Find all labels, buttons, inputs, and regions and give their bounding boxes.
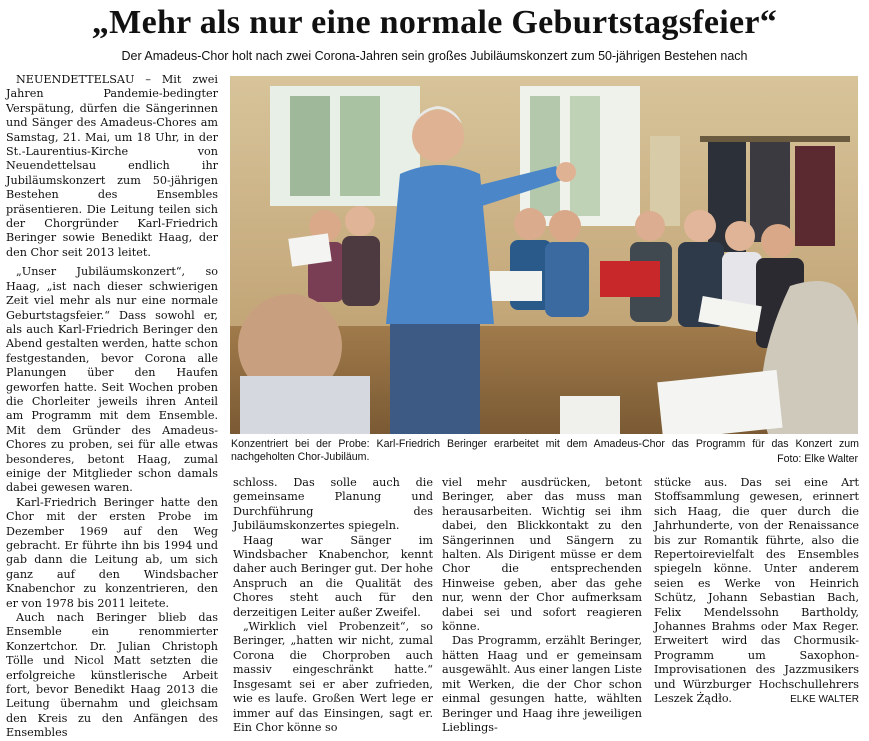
body-paragraph: Auch nach Beringer blieb das Ensemble ein renommierter Konzertchor. Dr. Julian Christoph Tölle und Nicol Matt setzten die erfolgreiche künstlerische Arbeit fort, bevor Benedikt Haag 2013 die Leitung übernahm und gleichsam den Kreis zu den Anfängen des Ensembles — [6, 611, 218, 740]
photo-credit: Foto: Elke Walter — [777, 453, 858, 465]
article-photo — [230, 76, 858, 434]
body-paragraph: NEUENDETTELSAU – Mit zwei Jahren Pandemie-bedingter Verspätung, dürfen die Sängerinnen und Sänger des Amadeus-Chores am Samstag, 21. Mai, um 18 Uhr, in der St.-Laurentius-Kirche von Neuendettelsau endlich ihr Jubiläumskonzert zum 50-jährigen Bestehen des Ensembles präsentieren. Die Leitung teilen sich der Chorgründer Karl-Friedrich Beringer sowie Benedikt Haag, der den Chor seit 2013 leitet. — [6, 73, 218, 259]
article-column-3 — [442, 476, 642, 735]
body-paragraph: stücke aus. Das sei eine Art Stoffsammlung gewesen, erinnert sich Haag, die quer durch die Jahrhunderte, von der Renaissance bis zur Romantik führte, also die Repertoirevielfalt des Ensembles spiegeln könne. Unter anderem seien es Werke von Heinrich Schütz, Johann Sebastian Bach, Felix Mendelssohn Bartholdy, Johannes Brahms oder Max Reger. Erweitert wird das Chormusik-Programm um Saxophon-Improvisationen des Jazzmusikers und Würzburger Hochschullehrers Leszek Żądło. — [654, 476, 859, 706]
body-paragraph: Das Programm, erzählt Beringer, hätten Haag und er gemeinsam ausgewählt. Aus einer langen Liste mit Werken, die der Chor schon einmal gesungen hatte, wählten Beringer und Haag ihre jeweiligen Lieblings- — [442, 634, 642, 734]
body-paragraph: viel mehr ausdrücken, betont Beringer, aber das muss man herausarbeiten. Wichtig sei ihm dabei, den Blickkontakt zu den Sängerinnen und Sängern zu halten. Als Dirigent müsse er dem Chor die entsprechenden Hinweise geben, aber das gehe nur, wenn der Chor aufmerksam dabei sei und sofort reagieren könne. — [442, 476, 642, 634]
choir-rehearsal-photo — [230, 76, 858, 434]
article-column-1 — [6, 73, 218, 741]
photo-caption: Konzentriert bei der Probe: Karl-Friedrich Beringer erarbeitet mit dem Amadeus-Chor das Programm für das Konzert zum nachgeholten Chor-Jubiläum. — [231, 438, 859, 463]
body-paragraph: „Wirklich viel Probenzeit“, so Beringer, „hatten wir nicht, zumal Corona die Chorproben auch massiv eingeschränkt hatte.“ Insgesamt sei er aber zufrieden, wie es laufe. Großen Wert lege er immer auf das Einsingen, sagt er. Ein Chor könne so — [233, 620, 433, 734]
body-paragraph: Karl-Friedrich Beringer hatte den Chor mit der ersten Probe im Dezember 1969 auf den Weg gebracht. Er führte ihn bis 1994 und gab dann die Leitung ab, um sich ganz auf den Windsbacher Knabenchor zu konzentrieren, den er von 1978 bis 2011 leitete. — [6, 495, 218, 610]
article-subheadline: Der Amadeus-Chor holt nach zwei Corona-Jahren sein großes Jubiläumskonzert zum 50-jährigen Bestehen nach — [121, 49, 748, 63]
body-paragraph: schloss. Das solle auch die gemeinsame Planung und Durchführung des Jubiläumskonzertes spiegeln. — [233, 476, 433, 533]
article-headline: „Mehr als nur eine normale Geburtstagsfeier“ — [91, 4, 778, 41]
body-paragraph: Haag war Sänger im Windsbacher Knabenchor, kennt daher auch Beringer gut. Der hohe Anspruch an die Qualität des Chores steht auch für den derzeitigen Leiter außer Zweifel. — [233, 533, 433, 619]
body-paragraph: „Unser Jubiläumskonzert“, so Haag, „ist nach dieser schwierigen Zeit viel mehr als nur eine normale Geburtstagsfeier.“ Dass sowohl er, als auch Karl-Friedrich Beringer den Abend gestalten werden, hatte schon festgestanden, bevor Corona alle Planungen über den Haufen geworfen hatte. Seit Wochen proben die Chorleiter jeweils ihren Anteil am Programm mit dem Ensemble. Mit dem Gründer des Amadeus-Chores zu proben, sei für alle etwas besonderes, betont Haag, zumal einige der Mitglieder schon damals dabei gewesen waren. — [6, 265, 218, 495]
article-column-4 — [654, 476, 859, 707]
article-column-2 — [233, 476, 433, 735]
author-byline: ELKE WALTER — [790, 693, 859, 705]
